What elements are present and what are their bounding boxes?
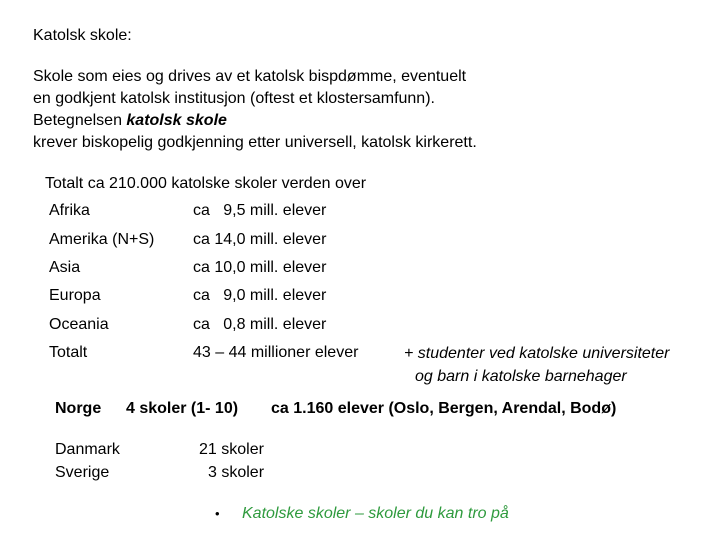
nordic-school-counts (199, 438, 264, 484)
region-label: Afrika (49, 202, 90, 219)
region-label: Europa (49, 287, 101, 304)
definition-line-3-prefix: Betegnelsen (33, 112, 127, 129)
region-amount: ca 9,0 mill. elever (193, 287, 327, 304)
region-amount: ca 14,0 mill. elever (193, 231, 327, 248)
page-heading: Katolsk skole: (33, 27, 132, 44)
region-amount: ca 10,0 mill. elever (193, 259, 327, 276)
region-amount: ca 0,8 mill. elever (193, 316, 327, 333)
norway-pupils: ca 1.160 elever (Oslo, Bergen, Arendal, Bodø) (271, 400, 617, 417)
country-schools: 21 skoler (199, 441, 264, 458)
definition-line-3 (33, 110, 633, 132)
country-label: Sverige (55, 464, 110, 481)
definition-paragraph (33, 66, 633, 154)
definition-line-4: krever biskopelig godkjenning etter universell, katolsk kirkerett. (33, 134, 477, 151)
definition-line-1: Skole som eies og drives av et katolsk bispdømme, eventuelt (33, 68, 467, 85)
totals-extra-note (404, 342, 669, 388)
region-label: Oceania (49, 316, 109, 333)
bullet-icon: • (215, 506, 220, 521)
country-schools: 3 skoler (208, 464, 265, 481)
region-label: Asia (49, 259, 81, 276)
region-label: Amerika (N+S) (49, 231, 155, 248)
totals-title: Totalt ca 210.000 katolske skoler verden over (45, 175, 367, 192)
norway-schools: 4 skoler (1- 10) (126, 400, 239, 417)
footer-slogan: Katolske skoler – skoler du kan tro på (242, 505, 509, 522)
region-amount: ca 9,5 mill. elever (193, 202, 327, 219)
nordic-countries (55, 438, 120, 484)
definition-term: katolsk skole (126, 112, 227, 129)
definition-line-2: en godkjent katolsk institusjon (oftest et klostersamfunn). (33, 90, 435, 107)
country-label: Danmark (55, 441, 120, 458)
extra-note-line-1: + studenter ved katolske universiteter (404, 345, 670, 362)
total-amount: 43 – 44 millioner elever (193, 344, 359, 361)
norway-label: Norge (55, 400, 102, 417)
total-label: Totalt (49, 344, 88, 361)
extra-note-line-2: og barn i katolske barnehager (415, 368, 627, 385)
